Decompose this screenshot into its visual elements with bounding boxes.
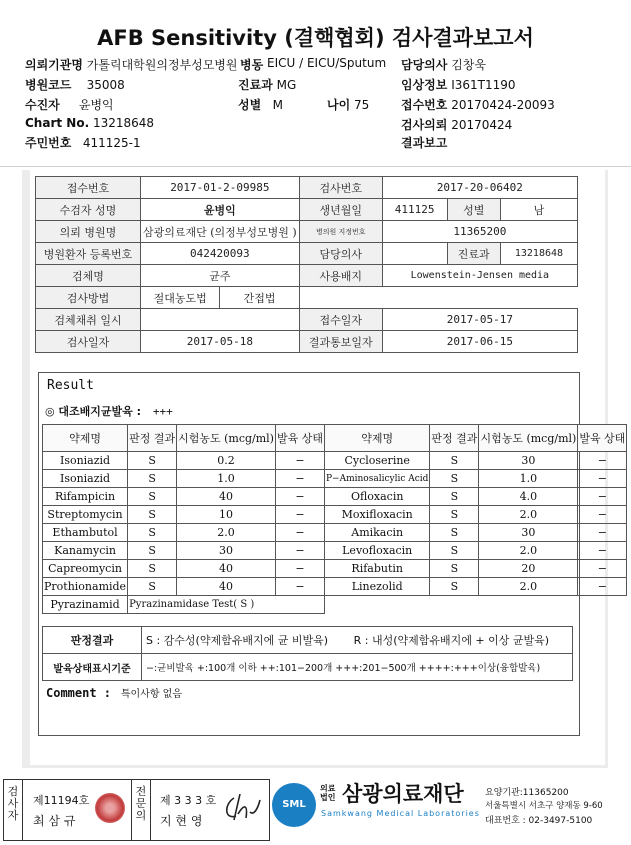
age-field bbox=[327, 96, 369, 113]
patient-value: 윤병익 bbox=[78, 98, 114, 112]
form-value: 남 bbox=[500, 199, 577, 221]
judgement: S bbox=[128, 560, 177, 578]
institution-value: 가톨릭대학원의정부성모병원 bbox=[86, 58, 238, 72]
stamp-seal-icon bbox=[95, 793, 125, 823]
col-header: 약제명 bbox=[43, 425, 128, 452]
tester-name: 최 삼 규 bbox=[33, 814, 76, 828]
form-value: Lowenstein-Jensen media bbox=[382, 265, 577, 287]
growth-status: − bbox=[578, 470, 627, 488]
judgement: S bbox=[128, 506, 177, 524]
form-value: 간접법 bbox=[220, 287, 299, 309]
form-value: 11365200 bbox=[382, 221, 577, 243]
report-title: AFB Sensitivity (결핵협회) 검사결과보고서 bbox=[97, 26, 534, 50]
tester-license: 제11194호 bbox=[33, 794, 90, 807]
org-address: 서울특별시 서초구 양재동 9-60 bbox=[485, 801, 603, 811]
test-concentration: 40 bbox=[177, 578, 276, 596]
drug-name: Isoniazid bbox=[43, 452, 128, 470]
test-concentration: 0.2 bbox=[177, 452, 276, 470]
hospital-code-label: 병원코드 bbox=[25, 78, 72, 92]
control-growth bbox=[45, 403, 173, 419]
form-value: 윤병익 bbox=[141, 199, 300, 221]
request-value: 20170424 bbox=[451, 118, 513, 132]
drug-name: Pyrazinamid bbox=[43, 596, 128, 614]
judge-label: 판정결과 bbox=[43, 627, 142, 654]
test-concentration: 30 bbox=[177, 542, 276, 560]
test-concentration: 40 bbox=[177, 560, 276, 578]
test-concentration: 40 bbox=[177, 488, 276, 506]
dept-field bbox=[238, 76, 296, 93]
request-info-table bbox=[35, 176, 578, 353]
form-label: 병원환자 등록번호 bbox=[36, 243, 141, 265]
request-label: 검사의뢰 bbox=[401, 118, 448, 132]
patient-field bbox=[25, 96, 114, 113]
form-label: 검사방법 bbox=[36, 287, 141, 309]
drug-row bbox=[43, 470, 627, 488]
sex-field bbox=[238, 96, 283, 113]
form-label: 병의원 지정번호 bbox=[299, 221, 382, 243]
drug-row bbox=[43, 560, 627, 578]
drug-name: P−Aminosalicylic Acid bbox=[324, 470, 429, 488]
sml-logo-icon: SML bbox=[272, 783, 316, 827]
form-value: 2017-20-06402 bbox=[382, 177, 577, 199]
legend-row bbox=[43, 627, 573, 654]
judgement: S bbox=[430, 452, 479, 470]
col-header: 발육 상태 bbox=[275, 425, 324, 452]
age-value: 75 bbox=[354, 98, 370, 112]
request-field bbox=[401, 116, 512, 133]
judgement: S bbox=[128, 578, 177, 596]
judgement: S bbox=[128, 470, 177, 488]
test-concentration: 1.0 bbox=[479, 470, 578, 488]
drug-row bbox=[43, 506, 627, 524]
growth-criteria: −:균비발육 +:100개 이하 ++:101−200개 +++:201−500개 ++++:+++이상(융합발육) bbox=[142, 654, 573, 681]
growth-status: − bbox=[578, 560, 627, 578]
org-name: 삼광의료재단 bbox=[342, 782, 464, 806]
age-label: 나이 bbox=[327, 98, 351, 112]
org-phone: 대표번호 : 02-3497-5100 bbox=[485, 816, 593, 826]
divider bbox=[150, 779, 151, 840]
form-label: 접수일자 bbox=[299, 309, 382, 331]
control-growth-label: ◎ 대조배지균발육 : bbox=[45, 405, 142, 418]
form-value: 균주 bbox=[141, 265, 300, 287]
form-row bbox=[36, 287, 578, 309]
growth-status: − bbox=[578, 452, 627, 470]
report-label: 결과보고 bbox=[401, 136, 448, 150]
form-empty-cell bbox=[299, 287, 577, 309]
clinical-field bbox=[401, 76, 516, 93]
drug-name: Amikacin bbox=[324, 524, 429, 542]
hospital-code-value: 35008 bbox=[86, 78, 125, 92]
drug-name: Cycloserine bbox=[324, 452, 429, 470]
form-label: 생년월일 bbox=[299, 199, 382, 221]
patient-label: 수진자 bbox=[25, 98, 60, 112]
clinical-label: 임상정보 bbox=[401, 78, 448, 92]
form-value: 2017-05-17 bbox=[382, 309, 577, 331]
susceptibility-header-row bbox=[43, 425, 627, 452]
test-concentration: 2.0 bbox=[177, 524, 276, 542]
pyrazinamide-row bbox=[43, 596, 627, 614]
drug-name: Linezolid bbox=[324, 578, 429, 596]
judgement: S bbox=[430, 488, 479, 506]
control-growth-value: +++ bbox=[152, 405, 173, 418]
form-label: 검체채취 일시 bbox=[36, 309, 141, 331]
resident-label: 주민번호 bbox=[25, 136, 72, 150]
drug-name: Moxifloxacin bbox=[324, 506, 429, 524]
form-row bbox=[36, 243, 578, 265]
judgement: S bbox=[430, 560, 479, 578]
drug-row bbox=[43, 542, 627, 560]
drug-name: Ofloxacin bbox=[324, 488, 429, 506]
growth-status: − bbox=[275, 560, 324, 578]
judgement: S bbox=[128, 452, 177, 470]
growth-status: − bbox=[578, 506, 627, 524]
judgement: S bbox=[128, 542, 177, 560]
dept-label: 진료과 bbox=[238, 78, 273, 92]
form-label: 결과통보일자 bbox=[299, 331, 382, 353]
drug-name: Prothionamide bbox=[43, 578, 128, 596]
form-row bbox=[36, 265, 578, 287]
judgement: S bbox=[430, 524, 479, 542]
test-concentration: 20 bbox=[479, 560, 578, 578]
drug-name: Rifampicin bbox=[43, 488, 128, 506]
specialist-label: 전문의 bbox=[135, 785, 147, 822]
comment bbox=[46, 685, 182, 700]
judgement: S bbox=[128, 524, 177, 542]
chart-field bbox=[25, 116, 154, 130]
specialist-license: 제 3 3 3 호 bbox=[160, 794, 217, 807]
form-value: 삼광의료재단 (의정부성모병원 ) bbox=[141, 221, 300, 243]
hospital-code-field bbox=[25, 76, 125, 93]
test-concentration: 2.0 bbox=[479, 506, 578, 524]
form-label: 검사번호 bbox=[299, 177, 382, 199]
ward-value: EICU / EICU/Sputum bbox=[267, 56, 387, 70]
col-header: 시험농도 (mcg/ml) bbox=[177, 425, 276, 452]
receipt-value: 20170424-20093 bbox=[451, 98, 555, 112]
judgement: S bbox=[430, 506, 479, 524]
comment-label: Comment : bbox=[46, 686, 112, 700]
judge-susceptible: S : 감수성(약제함유배지에 균 비발육) bbox=[142, 627, 350, 654]
legend-table bbox=[42, 626, 573, 681]
growth-status: − bbox=[275, 470, 324, 488]
test-concentration: 30 bbox=[479, 452, 578, 470]
form-row bbox=[36, 221, 578, 243]
col-header: 판정 결과 bbox=[430, 425, 479, 452]
form-row bbox=[36, 309, 578, 331]
org-english-name: Samkwang Medical Laboratories bbox=[321, 809, 480, 818]
drug-row bbox=[43, 452, 627, 470]
test-concentration: 1.0 bbox=[177, 470, 276, 488]
col-header: 시험농도 (mcg/ml) bbox=[479, 425, 578, 452]
form-label: 사용배지 bbox=[299, 265, 382, 287]
susceptibility-table bbox=[42, 424, 627, 614]
drug-row bbox=[43, 488, 627, 506]
judgement: S bbox=[430, 470, 479, 488]
header-divider bbox=[0, 166, 631, 167]
form-value bbox=[382, 243, 447, 265]
judgement: S bbox=[430, 578, 479, 596]
form-value: 13218648 bbox=[500, 243, 577, 265]
comment-value: 특이사항 없음 bbox=[120, 689, 182, 700]
drug-name: Levofloxacin bbox=[324, 542, 429, 560]
chart-label: Chart No. bbox=[25, 116, 90, 130]
receipt-field bbox=[401, 96, 555, 113]
form-row bbox=[36, 199, 578, 221]
test-concentration: 4.0 bbox=[479, 488, 578, 506]
doctor-value: 김창욱 bbox=[451, 58, 486, 72]
test-concentration: 2.0 bbox=[479, 542, 578, 560]
judgement: S bbox=[430, 542, 479, 560]
growth-status: − bbox=[578, 524, 627, 542]
form-value: 411125 bbox=[382, 199, 447, 221]
sex-value: M bbox=[272, 98, 283, 112]
receipt-label: 접수번호 bbox=[401, 98, 448, 112]
divider bbox=[22, 779, 23, 840]
growth-status: − bbox=[578, 542, 627, 560]
report-field bbox=[401, 134, 447, 151]
drug-name: Kanamycin bbox=[43, 542, 128, 560]
form-label: 검사일자 bbox=[36, 331, 141, 353]
form-value: 042420093 bbox=[141, 243, 300, 265]
nursing-code: 요양기관:11365200 bbox=[485, 788, 569, 798]
test-concentration: 30 bbox=[479, 524, 578, 542]
test-concentration: 10 bbox=[177, 506, 276, 524]
form-label: 접수번호 bbox=[36, 177, 141, 199]
col-header: 발육 상태 bbox=[578, 425, 627, 452]
legend-row bbox=[43, 654, 573, 681]
drug-name: Streptomycin bbox=[43, 506, 128, 524]
col-header: 판정 결과 bbox=[128, 425, 177, 452]
growth-status: − bbox=[275, 506, 324, 524]
form-label: 담당의사 bbox=[299, 243, 382, 265]
form-value: 2017-05-18 bbox=[141, 331, 300, 353]
growth-status: − bbox=[275, 578, 324, 596]
growth-status: − bbox=[578, 488, 627, 506]
dept-value: MG bbox=[276, 78, 297, 92]
org-prefix: 의료법인 bbox=[320, 784, 336, 802]
sex-label: 성별 bbox=[238, 98, 262, 112]
drug-row bbox=[43, 578, 627, 596]
chart-value: 13218648 bbox=[92, 116, 155, 130]
growth-status: − bbox=[578, 578, 627, 596]
form-label: 성별 bbox=[447, 199, 500, 221]
growth-status: − bbox=[275, 542, 324, 560]
test-concentration: 2.0 bbox=[479, 578, 578, 596]
clinical-value: I361T1190 bbox=[451, 78, 516, 92]
form-label: 진료과 bbox=[447, 243, 500, 265]
doctor-label: 담당의사 bbox=[401, 58, 448, 72]
drug-name: Rifabutin bbox=[324, 560, 429, 578]
drug-name: Capreomycin bbox=[43, 560, 128, 578]
growth-status: − bbox=[275, 488, 324, 506]
form-value: 2017-06-15 bbox=[382, 331, 577, 353]
form-value: 절대농도법 bbox=[141, 287, 220, 309]
ward-field bbox=[240, 56, 387, 73]
growth-status: − bbox=[275, 524, 324, 542]
ward-label: 병동 bbox=[240, 58, 264, 72]
tester-label: 검사자 bbox=[7, 785, 19, 822]
form-value: 2017-01-2-09985 bbox=[141, 177, 300, 199]
judgement: S bbox=[128, 488, 177, 506]
institution-field bbox=[25, 56, 238, 73]
specialist-name: 지 현 영 bbox=[160, 814, 203, 828]
form-label: 수검자 성명 bbox=[36, 199, 141, 221]
form-value bbox=[141, 309, 300, 331]
form-label: 의뢰 병원명 bbox=[36, 221, 141, 243]
form-row bbox=[36, 331, 578, 353]
judge-resistant: R : 내성(약제함유배지에 + 이상 균발육) bbox=[350, 627, 573, 654]
signature-icon bbox=[220, 790, 262, 826]
form-row bbox=[36, 177, 578, 199]
form-label: 검체명 bbox=[36, 265, 141, 287]
institution-label: 의뢰기관명 bbox=[25, 58, 83, 72]
divider bbox=[131, 779, 132, 840]
doctor-field bbox=[401, 56, 486, 73]
drug-name: Isoniazid bbox=[43, 470, 128, 488]
result-heading: Result bbox=[47, 378, 94, 393]
drug-row bbox=[43, 524, 627, 542]
resident-field bbox=[25, 134, 141, 151]
drug-name: Ethambutol bbox=[43, 524, 128, 542]
growth-status: − bbox=[275, 452, 324, 470]
col-header: 약제명 bbox=[324, 425, 429, 452]
empty-cell bbox=[324, 596, 626, 614]
growth-label: 발육상태표시기준 bbox=[43, 654, 142, 681]
pza-result: Pyrazinamidase Test( S ) bbox=[128, 596, 325, 614]
resident-value: 411125-1 bbox=[82, 136, 141, 150]
